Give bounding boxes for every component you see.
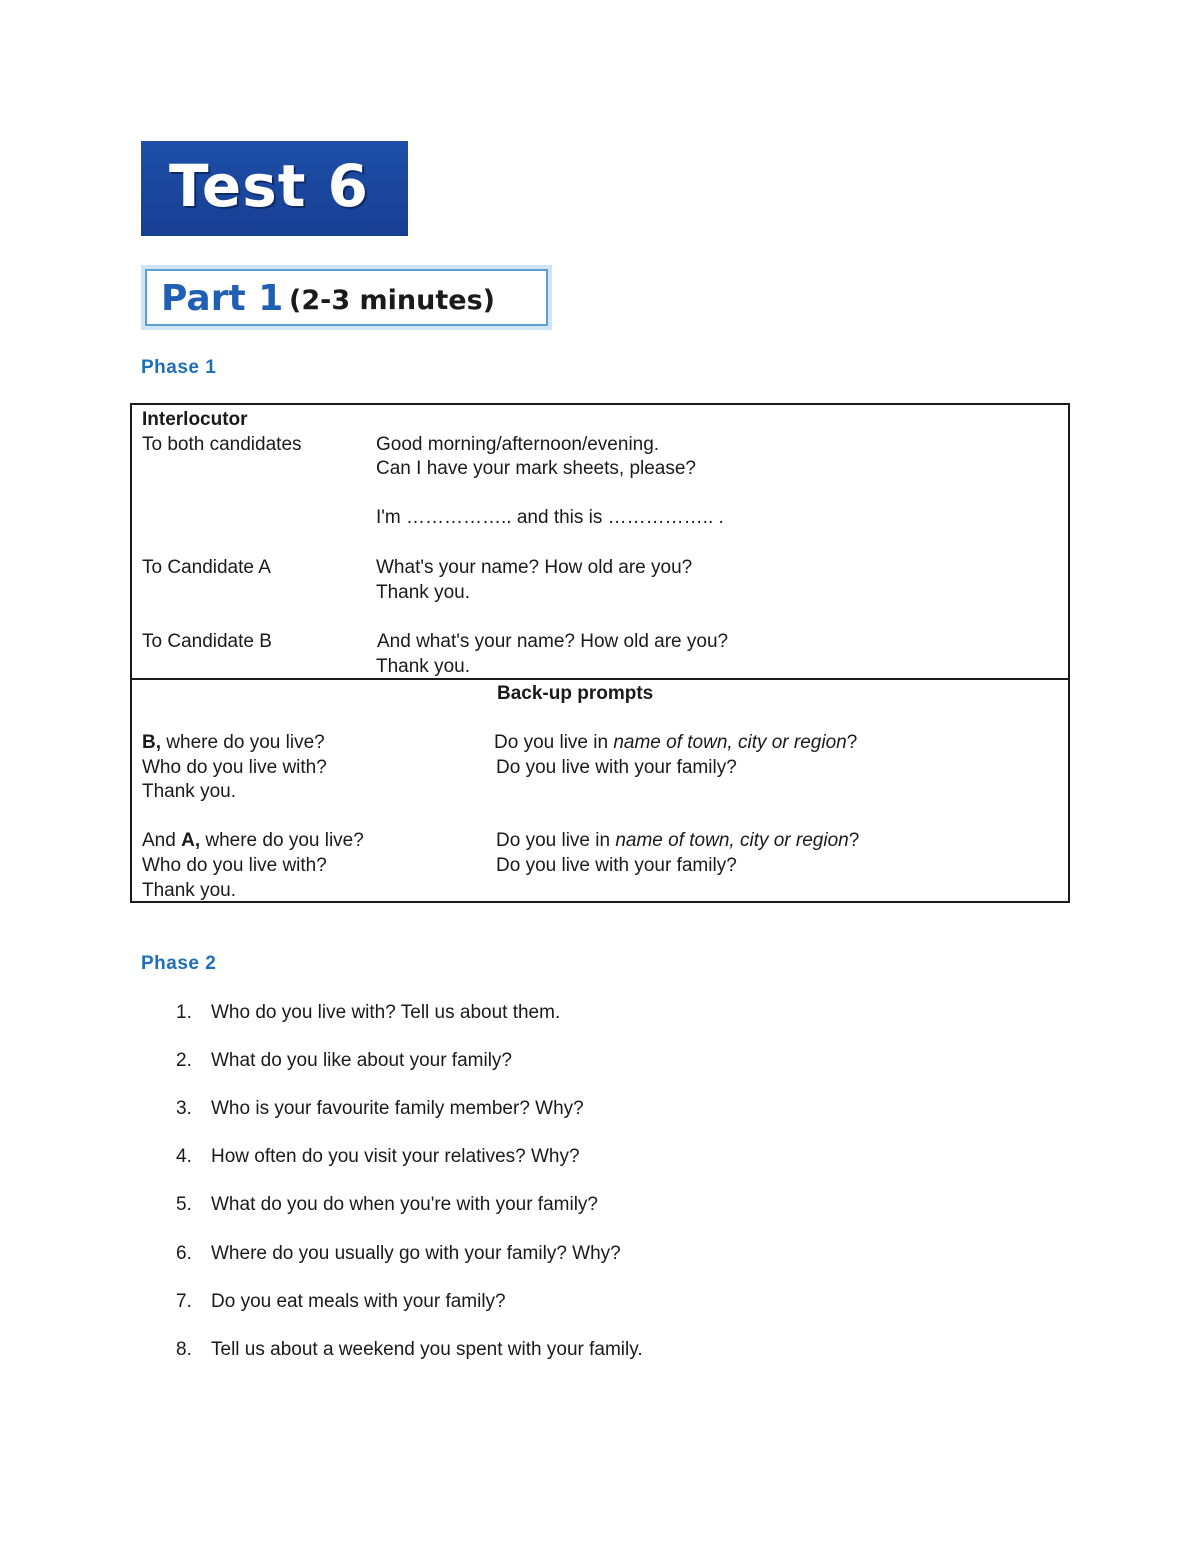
question-text: What do you do when you're with your family?	[211, 1194, 598, 1215]
place-placeholder: name of town, city or region	[613, 732, 847, 753]
question-text: How often do you visit your relatives? Why?	[211, 1146, 580, 1167]
candidate-a-thanks: Thank you.	[376, 582, 470, 603]
backup-a-where-live	[142, 829, 364, 853]
question-text: Who is your favourite family member? Why?	[211, 1098, 584, 1119]
greeting-line: Good morning/afternoon/evening.	[376, 434, 660, 455]
backup-b-family-prompt: Do you live with your family?	[496, 757, 737, 778]
live-in-suffix: ?	[848, 830, 860, 851]
question-number: 3.	[176, 1098, 192, 1119]
live-in-prefix: Do you live in	[494, 732, 614, 753]
question-text: Who do you live with? Tell us about them.	[211, 1002, 561, 1023]
question-number: 2.	[176, 1050, 192, 1071]
test-title: Test 6	[169, 152, 369, 220]
backup-b-live-in-prompt	[494, 731, 857, 755]
part-title-banner	[141, 265, 552, 330]
question-number: 5.	[176, 1194, 192, 1215]
question-text: Where do you usually go with your family? Why?	[211, 1243, 621, 1264]
backup-b-where-live	[142, 731, 325, 755]
part-label: Part 1	[161, 278, 284, 319]
question-number: 4.	[176, 1146, 192, 1167]
backup-a-thanks: Thank you.	[142, 880, 236, 901]
question-number: 6.	[176, 1243, 192, 1264]
and-prefix: And	[142, 830, 182, 851]
candidate-a-marker: A,	[181, 830, 201, 851]
role-candidate-a: To Candidate A	[142, 557, 271, 578]
part-duration: (2-3 minutes)	[289, 285, 495, 316]
question-number: 7.	[176, 1291, 192, 1312]
question-text: Tell us about a weekend you spent with your family.	[211, 1339, 643, 1360]
test-title-banner	[141, 141, 408, 236]
role-both-candidates: To both candidates	[142, 434, 302, 455]
backup-b-who-live-with: Who do you live with?	[142, 757, 327, 778]
phase1-heading: Phase 1	[141, 357, 217, 378]
candidate-b-marker: B,	[142, 732, 161, 753]
role-candidate-b: To Candidate B	[142, 631, 272, 652]
introduction-line: I'm …………….. and this is …………….. .	[376, 507, 724, 528]
candidate-a-question: What's your name? How old are you?	[376, 557, 693, 578]
table-divider	[132, 678, 1068, 680]
candidate-b-thanks: Thank you.	[376, 656, 470, 677]
backup-a-live-in-prompt	[496, 829, 859, 853]
candidate-b-question: And what's your name? How old are you?	[377, 631, 729, 652]
question-number: 1.	[176, 1002, 192, 1023]
where-live-text: where do you live?	[200, 830, 364, 851]
backup-a-who-live-with: Who do you live with?	[142, 855, 327, 876]
place-placeholder: name of town, city or region	[615, 830, 849, 851]
question-number: 8.	[176, 1339, 192, 1360]
backup-b-thanks: Thank you.	[142, 781, 236, 802]
backup-prompts-heading: Back-up prompts	[497, 683, 654, 704]
live-in-suffix: ?	[846, 732, 858, 753]
phase1-table	[130, 403, 1070, 903]
backup-a-family-prompt: Do you live with your family?	[496, 855, 737, 876]
phase2-heading: Phase 2	[141, 953, 217, 974]
question-text: Do you eat meals with your family?	[211, 1291, 506, 1312]
question-text: What do you like about your family?	[211, 1050, 512, 1071]
part-title-frame	[145, 269, 548, 326]
where-live-text: where do you live?	[161, 732, 325, 753]
mark-sheets-line: Can I have your mark sheets, please?	[376, 458, 697, 479]
interlocutor-label: Interlocutor	[142, 409, 248, 430]
live-in-prefix: Do you live in	[496, 830, 616, 851]
